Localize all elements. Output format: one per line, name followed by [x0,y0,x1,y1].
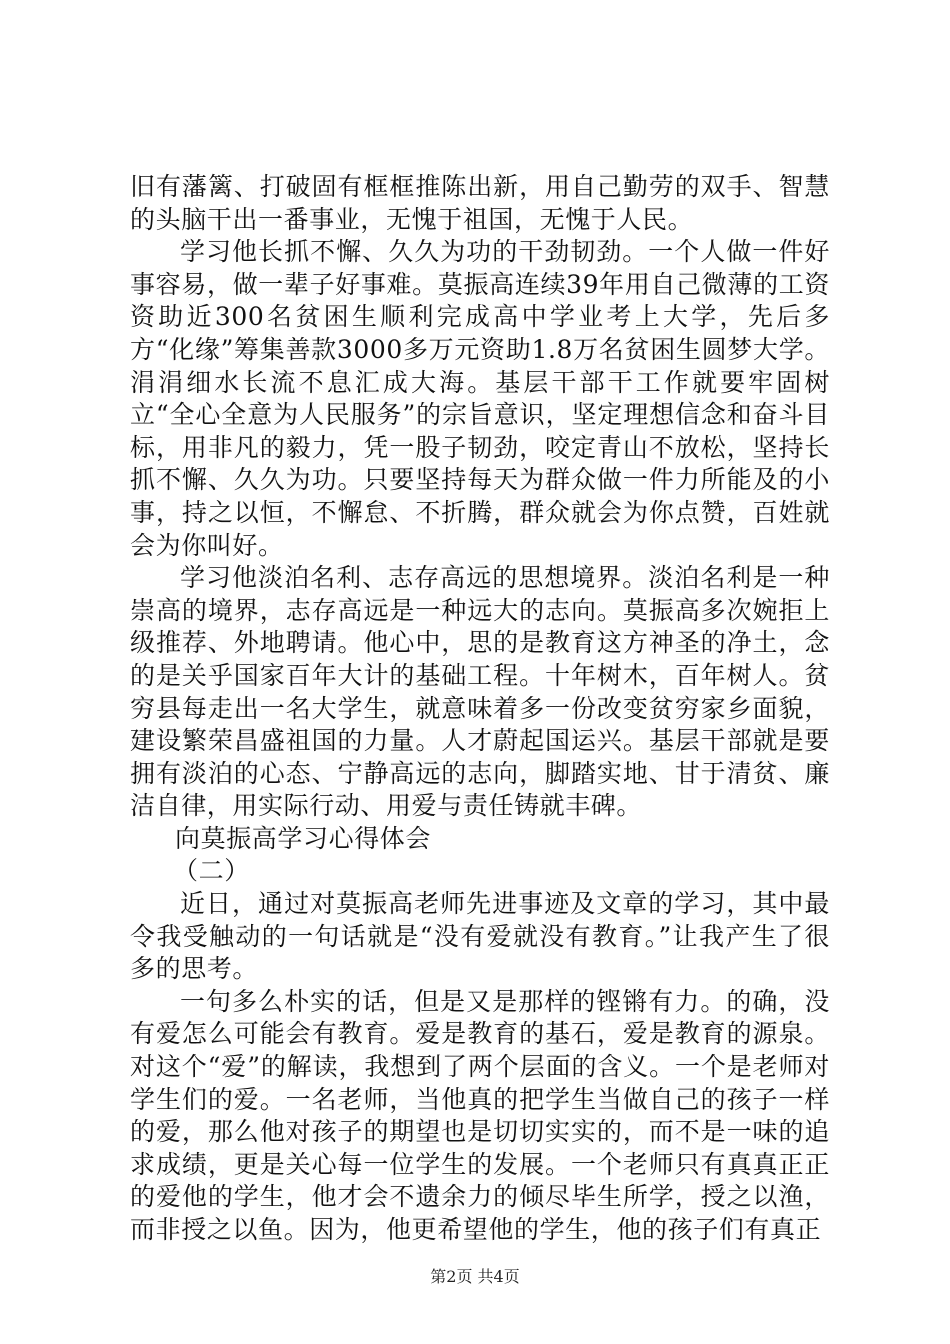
paragraph-perseverance: 学习他长抓不懈、久久为功的干劲韧劲。一个人做一件好事容易，做一辈子好事难。莫振高连续39年用自己微薄的工资资助近300名贫困生顺利完成高中学业考上大学，先后多方“化缘”筹集善款3000多万元资助1.8万名贫困生圆梦大学。涓涓细水长流不息汇成大海。基层干部干工作就要牢固树立“全心全意为人民服务”的宗旨意识，坚定理想信念和奋斗目标，用非凡的毅力，凭一股子韧劲，咬定青山不放松，坚持长抓不懈、久久为功。只要坚持每天为群众做一件力所能及的小事，持之以恒，不懈怠、不折腾，群众就会为你点赞，百姓就会为你叫好。 [130,237,830,560]
page-number-footer: 第2页 共4页 [430,1267,520,1286]
paragraph-indifference-to-fame: 学习他淡泊名利、志存高远的思想境界。淡泊名利是一种崇高的境界，志存高远是一种远大的志向。莫振高多次婉拒上级推荐、外地聘请。他心中，思的是教育这方神圣的净土，念的是关乎国家百年大计的基础工程。十年树木，百年树人。贫穷县每走出一名大学生，就意味着多一份改变贫穷家乡面貌，建设繁荣昌盛祖国的力量。人才蔚起国运兴。基层干部就是要拥有淡泊的心态、宁静高远的志向，脚踏实地、甘于清贫、廉洁自律，用实际行动、用爱与责任铸就丰碑。 [130,563,830,821]
paragraph-continuation: 旧有藩篱、打破固有框框推陈出新，用自己勤劳的双手、智慧的头脑干出一番事业，无愧于祖国，无愧于人民。 [130,172,830,234]
section-title: 向莫振高学习心得体会 [175,823,432,853]
section-number: （二） [173,856,250,886]
paragraph-recent-study: 近日，通过对莫振高老师先进事迹及文章的学习，其中最令我受触动的一句话就是“没有爱就没有教育。”让我产生了很多的思考。 [130,889,830,984]
paragraph-love-and-education: 一句多么朴实的话，但是又是那样的铿锵有力。的确，没有爱怎么可能会有教育。爱是教育的基石，爱是教育的源泉。对这个“爱”的解读，我想到了两个层面的含义。一个是老师对学生们的爱。一名老师，当他真的把学生当做自己的孩子一样的爱，那么他对孩子的期望也是切切实实的，而不是一味的追求成绩，更是关心每一位学生的发展。一个老师只有真真正正的爱他的学生，他才会不遗余力的倾尽毕生所学，授之以渔，而非授之以鱼。因为，他更希望他的学生，他的孩子们有真正 [130,986,830,1244]
document-body [130,171,830,1247]
